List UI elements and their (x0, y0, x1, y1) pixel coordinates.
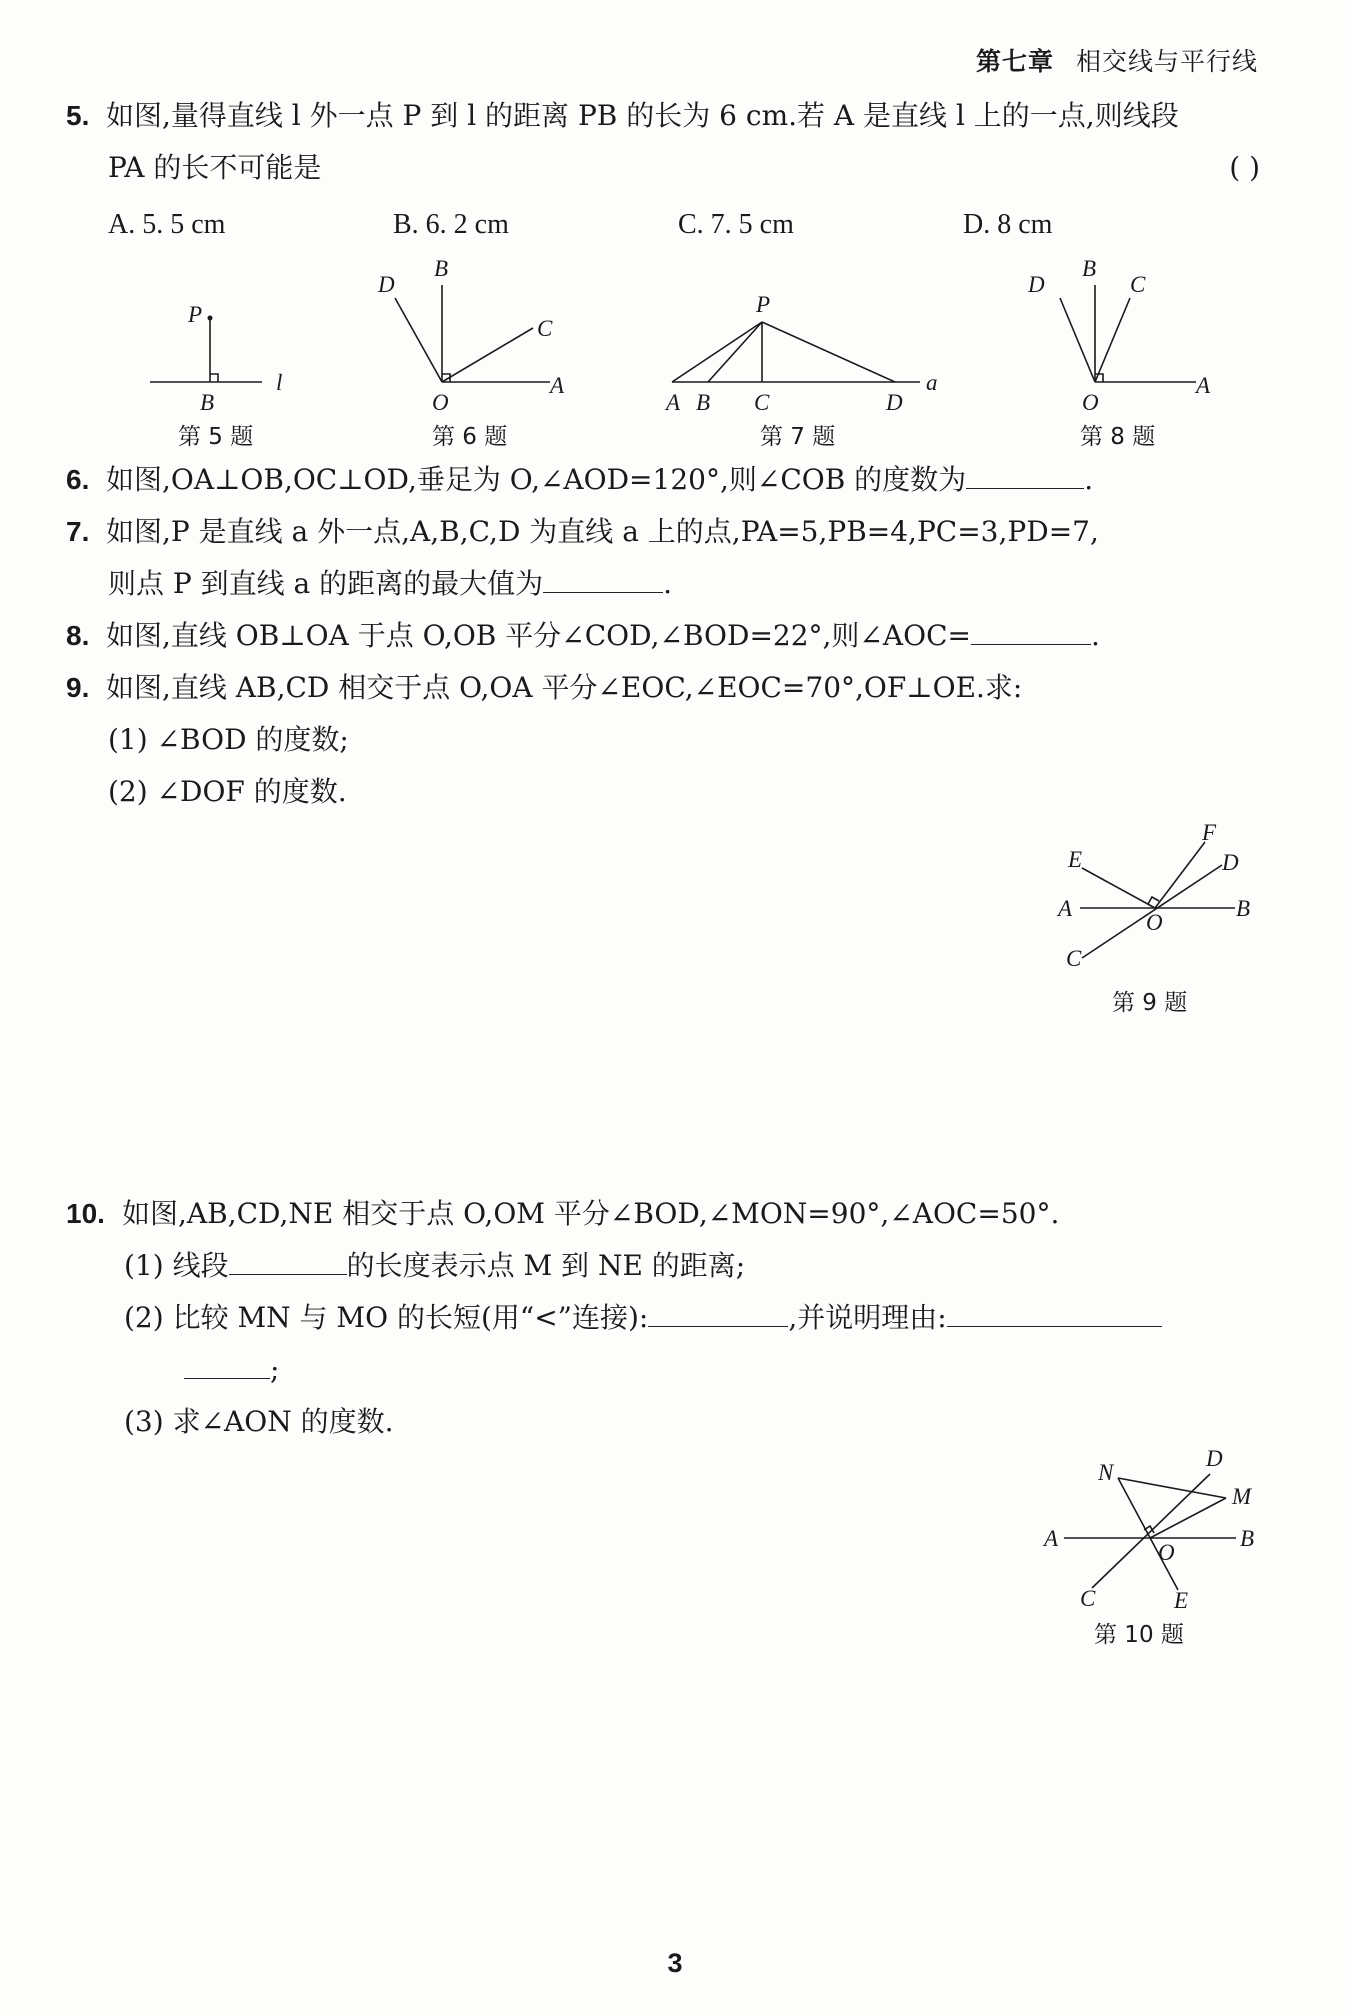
reason-blank-cont[interactable] (184, 1350, 270, 1379)
label-d: D (1028, 272, 1045, 297)
question-10-part-1 (66, 1246, 1260, 1286)
label-b: B (200, 390, 215, 415)
label-p: P (188, 302, 203, 327)
question-9-part-2: (2) ∠DOF 的度数. (108, 775, 347, 808)
caption-figure-9: 第 9 题 (1112, 990, 1188, 1016)
question-7-line2 (66, 564, 1260, 604)
label-d: D (1222, 850, 1239, 875)
figure-8 (1027, 256, 1211, 415)
label-f: F (1202, 820, 1217, 845)
label-c: C (537, 316, 553, 341)
label-c: C (1080, 1586, 1096, 1611)
question-5-text: 如图,量得直线 l 外一点 P 到 l 的距离 PB 的长为 6 cm.若 A 是直线 l 上的一点,则线段 (106, 99, 1179, 132)
question-10-part-2 (66, 1298, 1260, 1338)
label-e: E (1068, 847, 1083, 872)
part-2-text-cont: ,并说明理由: (788, 1301, 947, 1334)
ray-oc (442, 328, 533, 382)
label-a: A (1058, 896, 1073, 921)
question-6 (66, 460, 1260, 500)
label-l: l (276, 370, 283, 395)
question-8-text: 如图,直线 OB⊥OA 于点 O,OB 平分∠COD,∠BOD=22°,则∠AOC= (106, 619, 971, 652)
ray-of (1155, 842, 1205, 908)
label-a: A (1196, 373, 1211, 398)
answer-blank[interactable] (648, 1298, 788, 1327)
part-2-text: (2) 比较 MN 与 MO 的长短(用“<”连接): (124, 1301, 649, 1334)
question-10-part-2-line2 (66, 1350, 1260, 1390)
label-b: B (696, 390, 711, 415)
answer-blank[interactable] (543, 564, 663, 593)
question-7-text-cont: 则点 P 到直线 a 的距离的最大值为 (108, 567, 544, 600)
page-number: 3 (667, 1948, 683, 1978)
question-6-text: 如图,OA⊥OB,OC⊥OD,垂足为 O,∠AOD=120°,则∠COB 的度数为 (106, 463, 967, 496)
label-d: D (378, 272, 395, 297)
caption-figure-5: 第 5 题 (178, 424, 254, 450)
question-9-text: 如图,直线 AB,CD 相交于点 O,OA 平分∠EOC,∠EOC=70°,OF⊥OE.求: (106, 671, 1023, 704)
question-7-number: 7. (66, 516, 90, 547)
question-10-text: 如图,AB,CD,NE 相交于点 O,OM 平分∠BOD,∠MON=90°,∠AOC=50°. (122, 1197, 1060, 1230)
right-angle-mark (1148, 897, 1159, 904)
reason-blank[interactable] (947, 1298, 1162, 1327)
question-5-text-cont: PA 的长不可能是 (108, 151, 322, 184)
option-d: D. 8 cm (963, 209, 1053, 240)
option-c: C. 7. 5 cm (678, 209, 794, 240)
label-b: B (434, 256, 449, 281)
answer-blank[interactable] (966, 460, 1084, 489)
label-o: O (1146, 910, 1163, 935)
label-m: M (1232, 1484, 1252, 1509)
caption-figure-8: 第 8 题 (1080, 424, 1156, 450)
label-o: O (1082, 390, 1099, 415)
label-a: A (666, 390, 681, 415)
figure-5 (150, 302, 282, 415)
segment-om (1150, 1498, 1226, 1538)
line-ne (1118, 1478, 1178, 1590)
question-7 (66, 512, 1260, 552)
figure-9 (1056, 820, 1250, 971)
question-8-number: 8. (66, 620, 90, 651)
figure-6 (377, 256, 565, 415)
label-n: N (1098, 1460, 1114, 1485)
label-a: A (1044, 1526, 1059, 1551)
question-6-number: 6. (66, 464, 90, 495)
label-d: D (1206, 1446, 1223, 1471)
ray-oc (1095, 298, 1130, 382)
question-9-number: 9. (66, 672, 90, 703)
label-b: B (1240, 1526, 1255, 1551)
question-8-end: . (1090, 619, 1100, 652)
point-p (208, 316, 213, 321)
segment-nm (1118, 1478, 1226, 1498)
answer-parentheses: ( ) (1229, 151, 1260, 184)
label-p: P (756, 292, 771, 317)
figure-7 (664, 292, 938, 415)
question-7-text: 如图,P 是直线 a 外一点,A,B,C,D 为直线 a 上的点,PA=5,PB=4,PC=3,PD=7, (106, 515, 1099, 548)
option-b: B. 6. 2 cm (393, 209, 509, 240)
question-9-part-1: (1) ∠BOD 的度数; (108, 723, 349, 756)
ray-od (1060, 298, 1095, 382)
question-6-end: . (1084, 463, 1094, 496)
label-c: C (1130, 272, 1146, 297)
ray-od (395, 298, 442, 382)
question-8 (66, 616, 1260, 656)
question-10-number: 10. (66, 1198, 105, 1229)
label-o: O (1158, 1540, 1175, 1565)
label-d: D (886, 390, 903, 415)
right-angle-mark (210, 374, 218, 382)
part-2-end: ; (270, 1353, 280, 1386)
option-a: A. 5. 5 cm (108, 209, 226, 240)
label-a: A (550, 373, 565, 398)
label-c: C (1066, 946, 1082, 971)
caption-figure-7: 第 7 题 (760, 424, 836, 450)
label-e: E (1174, 1588, 1189, 1613)
chapter-number: 第七章 (975, 47, 1054, 76)
question-9 (66, 668, 1260, 708)
caption-figure-6: 第 6 题 (432, 424, 508, 450)
label-b: B (1082, 256, 1097, 281)
label-b: B (1236, 896, 1251, 921)
ray-oe (1082, 868, 1155, 908)
answer-blank[interactable] (971, 616, 1091, 645)
answer-blank[interactable] (229, 1246, 347, 1275)
figure-10 (1042, 1446, 1254, 1613)
question-10-part-3: (3) 求∠AON 的度数. (124, 1405, 394, 1438)
chapter-title: 相交线与平行线 (1075, 47, 1258, 76)
segment-pd (762, 322, 895, 382)
part-1-text-cont: 的长度表示点 M 到 NE 的距离; (346, 1249, 746, 1282)
question-5-number: 5. (66, 100, 90, 131)
question-7-end: . (663, 567, 673, 600)
label-o: O (432, 390, 449, 415)
question-10 (66, 1194, 1260, 1234)
label-c: C (754, 390, 770, 415)
part-1-text: (1) 线段 (124, 1249, 229, 1282)
caption-figure-10: 第 10 题 (1094, 1622, 1184, 1648)
label-a-line: a (926, 370, 938, 395)
